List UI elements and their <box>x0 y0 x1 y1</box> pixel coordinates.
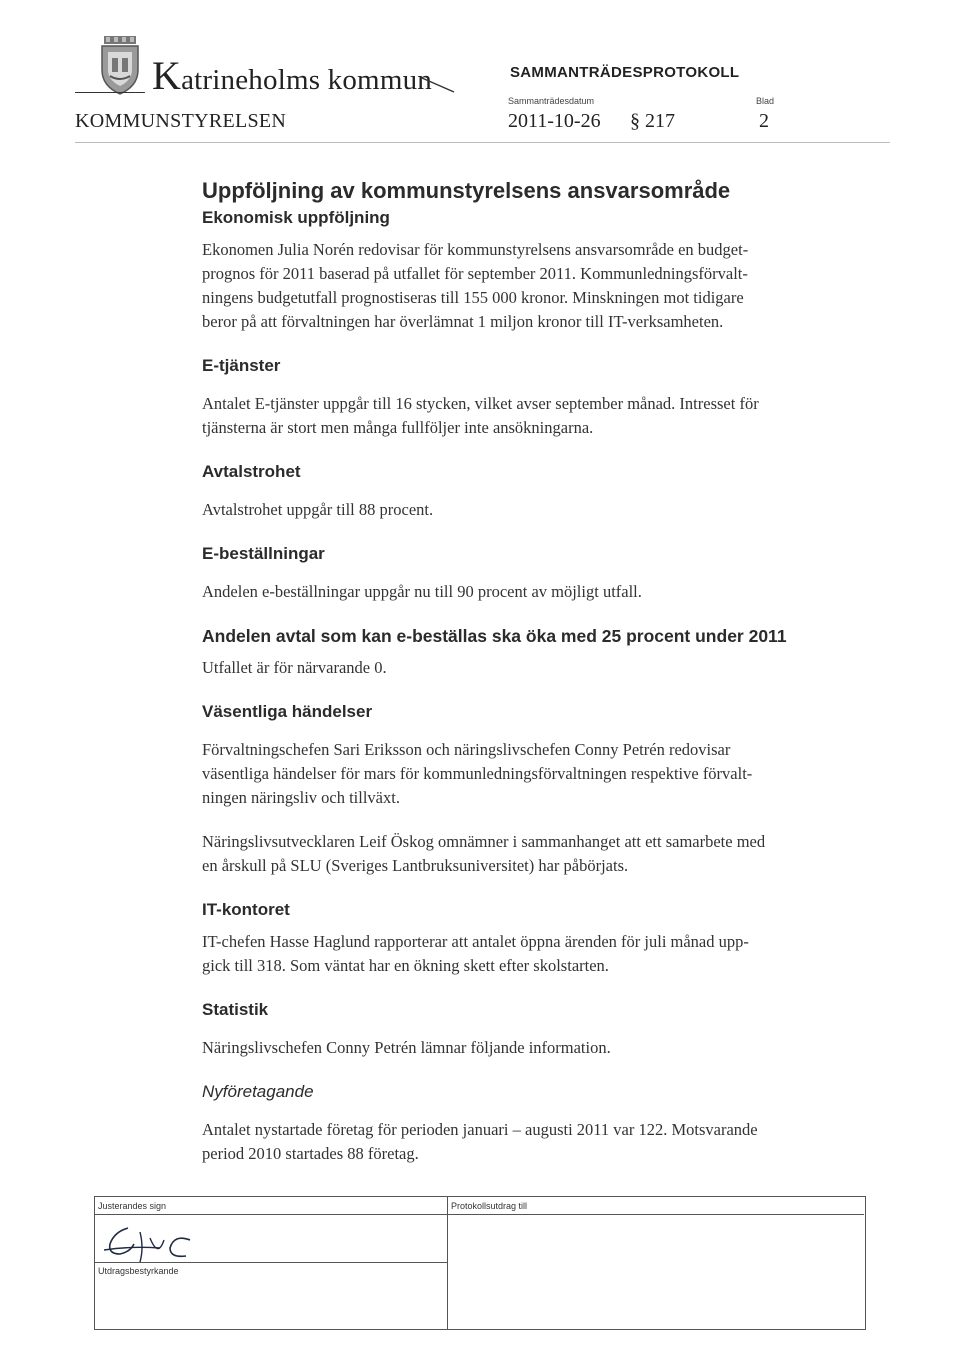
protokollsutdrag-label: Protokollsutdrag till <box>451 1201 528 1211</box>
date-label: Sammanträdesdatum <box>508 96 595 106</box>
section-heading: Andelen avtal som kan e-beställas ska öka med 25 procent under 2011 <box>202 626 787 646</box>
section-paragraph: Ekonomen Julia Norén redovisar för kommunstyrelsens ansvarsområde en budget- prognos för 2011 baserad på utfallet för september 2011. Kommunledningsförvalt- ningens budgetutfall prognostiseras till 155 000 kronor. Minskningen mot tidigare beror på att förvaltningen har överlämnat 1 miljon kronor till IT-verksamheten. <box>202 240 749 331</box>
body-unit: KOMMUNSTYRELSEN <box>75 110 287 132</box>
section-heading: Nyföretagande <box>202 1082 314 1101</box>
section-paragraph: Avtalstrohet uppgår till 88 procent. <box>202 500 434 519</box>
section-paragraph: Utfallet är för närvarande 0. <box>202 658 387 677</box>
section-paragraph: Antalet E-tjänster uppgår till 16 stycken, vilket avser september månad. Intresset för tjänsterna är stort men många fullföljer inte ansökningarna. <box>202 394 759 437</box>
section-paragraph: Näringslivsutvecklaren Leif Öskog omnämner i sammanhanget att ett samarbete med en årskull på SLU (Sveriges Lantbruksuniversitet) har påbörjats. <box>202 832 766 875</box>
section-heading: IT-kontoret <box>202 900 290 919</box>
section-paragraph: Antalet nystartade företag för perioden januari – augusti 2011 var 122. Motsvarande period 2010 startades 88 företag. <box>202 1120 758 1163</box>
signature-box-divider <box>447 1196 448 1330</box>
document-body <box>202 176 882 1166</box>
page-label: Blad <box>756 96 775 106</box>
utdragsbestyrkande-label: Utdragsbestyrkande <box>98 1266 179 1276</box>
page-number: 2 <box>759 110 769 132</box>
paragraph-ref: § 217 <box>630 110 675 132</box>
page-title: Uppföljning av kommunstyrelsens ansvarsområde <box>202 178 731 203</box>
section-heading: Väsentliga händelser <box>202 702 373 721</box>
section-paragraph: IT-chefen Hasse Haglund rapporterar att antalet öppna ärenden för juli månad upp- gick till 318. Som väntat har en ökning skett efter skolstarten. <box>202 932 749 975</box>
header-rule <box>75 92 145 93</box>
meeting-date: 2011-10-26 <box>508 110 601 132</box>
signature-box <box>94 1196 866 1330</box>
handwritten-signature <box>100 1218 200 1270</box>
decorative-slash-icon <box>418 76 458 94</box>
section-paragraph: Andelen e-beställningar uppgår nu till 90 procent av möjligt utfall. <box>202 582 642 601</box>
signature-box-rule <box>447 1214 864 1215</box>
document-type: SAMMANTRÄDESPROTOKOLL <box>510 64 740 81</box>
header-divider <box>75 142 890 143</box>
justerandes-sign-label: Justerandes sign <box>98 1201 167 1211</box>
section-heading: E-tjänster <box>202 356 281 375</box>
section-heading: Ekonomisk uppföljning <box>202 208 390 227</box>
municipal-crest-icon <box>98 36 142 96</box>
organization-name: Katrineholms kommun <box>152 53 432 98</box>
signature-box-rule <box>94 1214 448 1215</box>
section-heading: E-beställningar <box>202 544 325 563</box>
section-paragraph: Förvaltningschefen Sari Eriksson och näringslivschefen Conny Petrén redovisar väsentliga händelser för mars för kommunledningsförvaltningen respektive förvalt- ningen näringsliv och tillväxt. <box>202 740 753 807</box>
section-paragraph: Näringslivschefen Conny Petrén lämnar följande information. <box>202 1038 611 1057</box>
section-heading: Avtalstrohet <box>202 462 301 481</box>
section-heading: Statistik <box>202 1000 269 1019</box>
